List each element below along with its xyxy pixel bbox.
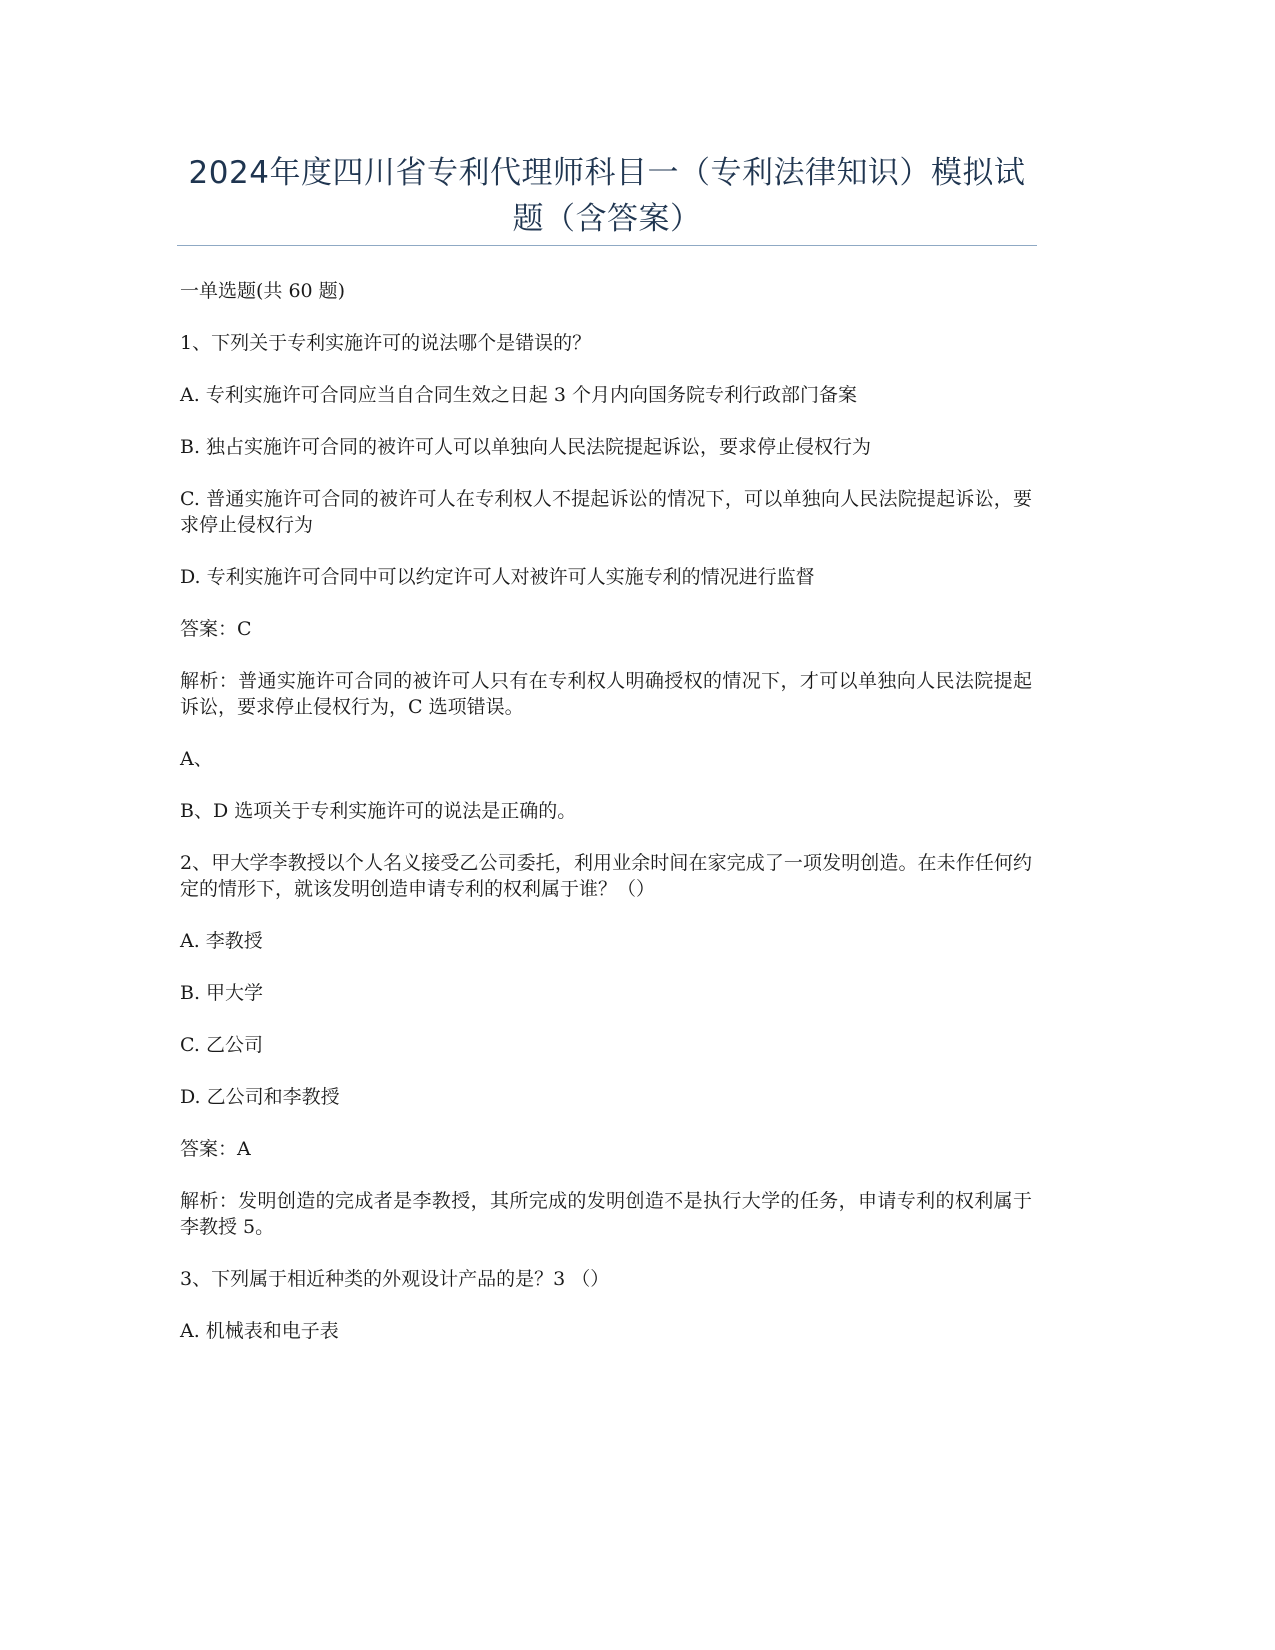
document-body — [180, 278, 1032, 1370]
option-d: D. 专利实施许可合同中可以约定许可人对被许可人实施专利的情况进行监督 — [180, 566, 815, 588]
analysis-extra: A、 — [180, 748, 213, 770]
analysis-extra: B、D 选项关于专利实施许可的说法是正确的。 — [180, 800, 577, 822]
answer: 答案：A — [180, 1138, 251, 1160]
analysis: 解析：普通实施许可合同的被许可人只有在专利权人明确授权的情况下，才可以单独向人民法院提起诉讼，要求停止侵权行为，C 选项错误。 — [180, 670, 1032, 718]
option-c: C. 乙公司 — [180, 1034, 263, 1056]
option-b: B. 甲大学 — [180, 982, 264, 1004]
option-c: C. 普通实施许可合同的被许可人在专利权人不提起诉讼的情况下，可以单独向人民法院提起诉讼，要求停止侵权行为 — [180, 488, 1032, 536]
analysis: 解析：发明创造的完成者是李教授，其所完成的发明创造不是执行大学的任务，申请专利的权利属于李教授 5。 — [180, 1190, 1032, 1238]
answer: 答案：C — [180, 618, 252, 640]
question-stem: 3、下列属于相近种类的外观设计产品的是？3 （） — [180, 1268, 610, 1290]
document-title: 2024年度四川省专利代理师科目一（专利法律知识）模拟试题（含答案） — [188, 155, 1026, 237]
option-a: A. 专利实施许可合同应当自合同生效之日起 3 个月内向国务院专利行政部门备案 — [180, 384, 857, 406]
option-a: A. 机械表和电子表 — [180, 1320, 339, 1342]
question-stem: 2、甲大学李教授以个人名义接受乙公司委托，利用业余时间在家完成了一项发明创造。在未作任何约定的情形下，就该发明创造申请专利的权利属于谁？（） — [180, 852, 1032, 900]
option-a: A. 李教授 — [180, 930, 263, 952]
option-b: B. 独占实施许可合同的被许可人可以单独向人民法院提起诉讼，要求停止侵权行为 — [180, 436, 872, 458]
section-heading: 一单选题(共 60 题) — [180, 280, 346, 302]
question-stem: 1、下列关于专利实施许可的说法哪个是错误的？ — [180, 332, 592, 354]
option-d: D. 乙公司和李教授 — [180, 1086, 340, 1108]
title-divider — [177, 245, 1037, 246]
